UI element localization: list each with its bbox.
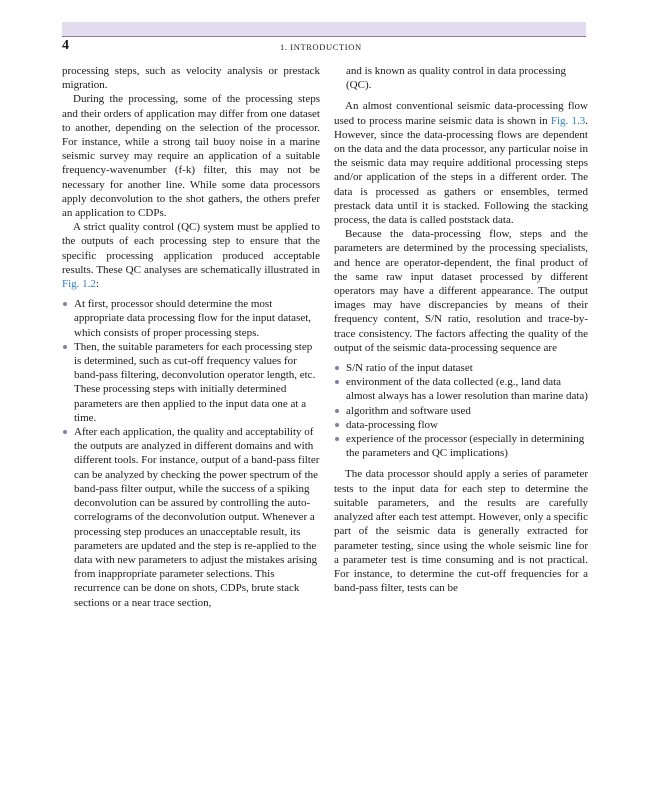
list-item: environment of the data collected (e.g., land data almost always has a lower resolution than marine data) [334, 375, 588, 403]
list-item: experience of the processor (especially in determining the parameters and QC implications) [334, 432, 588, 460]
paragraph: Because the data-processing flow, steps and the parameters are determined by the processing specialists, and hence are operator-dependent, the final product of the same raw input dataset processed by different operators may have a different appearance. The output images may have discrepancies by means of their frequency content, S/N ratio, resolution and trace-by-trace consistency. The factors affecting the quality of the output of the seismic data-processing sequence are [334, 228, 588, 354]
right-column [334, 64, 588, 595]
paragraph: During the processing, some of the processing steps and their orders of application may differ from one dataset to another, depending on the selection of the processor. For instance, while a strong tail buoy noise in a marine seismic survey may require an application of a suitable frequency-wavenumber (f-k) filter, this may not be necessary for another line. While some data processors apply deconvolution to the shot gathers, the others prefer an application to CDPs. [62, 93, 320, 220]
paragraph-text: : [95, 278, 99, 291]
bullet-list [62, 297, 320, 609]
bullet-list [334, 361, 588, 460]
paragraph: processing steps, such as velocity analysis or prestack migration. [62, 65, 320, 92]
header-rule [62, 36, 586, 37]
list-item: algorithm and software used [334, 404, 588, 418]
left-column [62, 64, 320, 610]
paragraph-text: An almost conventional seismic data-processing flow used to process marine seismic data is shown in [334, 100, 588, 127]
paragraph-text: . However, since the data-processing flows are dependent on the data and the data processor, any particular noise in the seismic data may require additional processing steps and/or application of the steps in a different order. The data is processed as gathers or ensembles, termed prestack data until it is stacked. Following the stacking process, the data is called poststack data. [334, 114, 588, 227]
list-item: data-processing flow [334, 418, 588, 432]
list-item: At first, processor should determine the most appropriate data processing flow for the input dataset, which consists of proper processing steps. [62, 297, 320, 340]
page-number: 4 [62, 38, 69, 53]
list-item: S/N ratio of the input dataset [334, 361, 588, 375]
list-item: After each application, the quality and acceptability of the outputs are analyzed in different domains and with different tools. For instance, output of a band-pass filter can be analyzed by checking the power spectrum of the band-pass filter output, while the success of a spiking deconvolution can be assured by controlling the auto-correlograms of the deconvolution output. Whenever a processing step produces an unacceptable result, its parameters are updated and the step is re-applied to the data with new parameters to adjust the mistakes arising from inappropriate parameter selections. This recurrence can be done on shots, CDPs, brute stack sections or a near trace section, [62, 425, 320, 610]
header-band [62, 22, 586, 36]
list-item-continuation: and is known as quality control in data processing (QC). [346, 65, 566, 92]
paragraph [334, 99, 588, 227]
list-item: Then, the suitable parameters for each processing step is determined, such as cut-off frequency values for band-pass filtering, deconvolution operator length, etc. These processing steps with initially determined parameters are then applied to the input data one at a time. [62, 340, 320, 425]
running-head: 1. INTRODUCTION [280, 42, 362, 52]
figure-link[interactable]: Fig. 1.3 [550, 114, 586, 127]
paragraph: The data processor should apply a series of parameter tests to the input data for each step to determine the suitable parameters, and the results are carefully analyzed after each test attempt. However, only a specific part of the seismic data is generally extracted for parameter testing, since using the whole seismic line for a parameter test is time consuming and is not practical. For instance, to determine the cut-off frequencies for a band-pass filter, tests can be [334, 468, 588, 595]
paragraph-text: A strict quality control (QC) system must be applied to the outputs of each processing step to ensure that the specific processing application produced acceptable results. These QC analyses are schematically illustrated in [62, 221, 320, 276]
paragraph [62, 220, 320, 291]
figure-link[interactable]: Fig. 1.2 [62, 278, 96, 291]
